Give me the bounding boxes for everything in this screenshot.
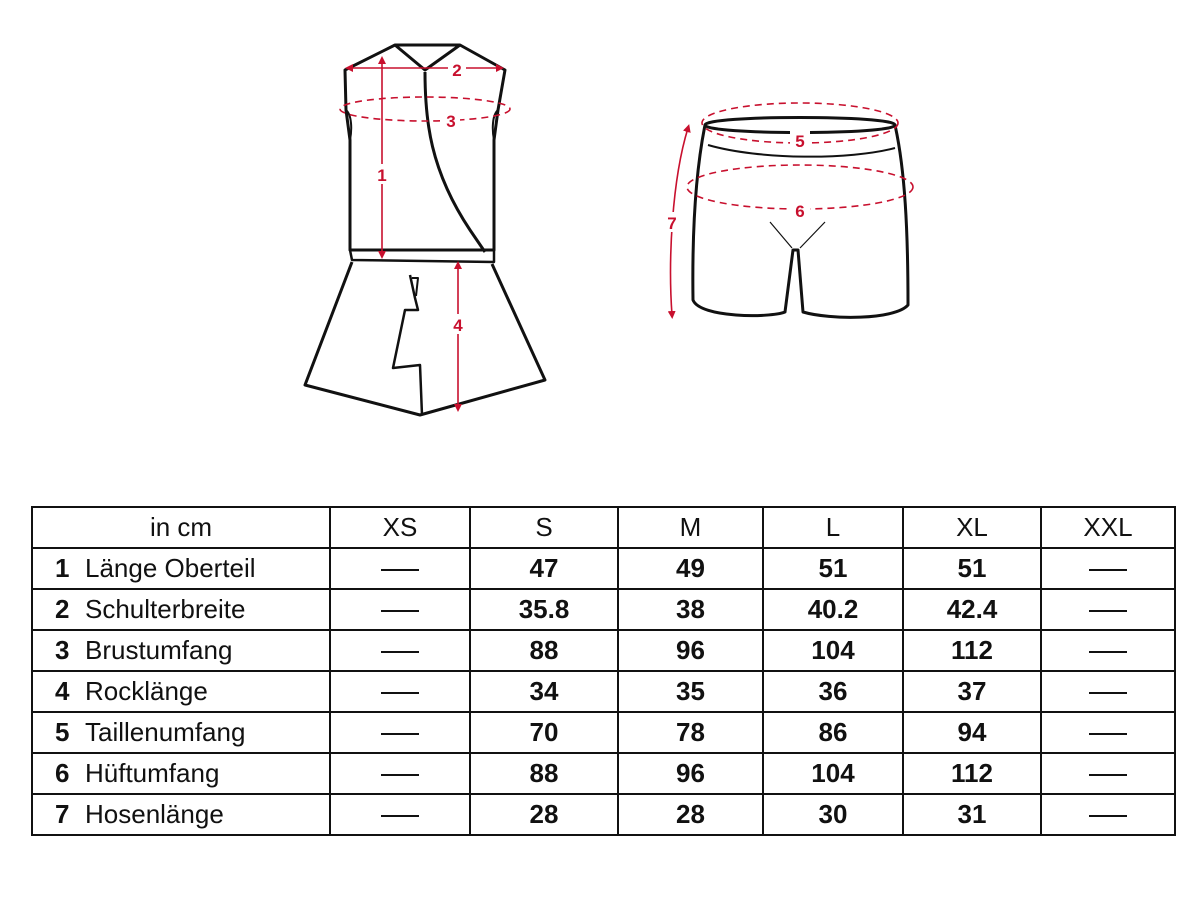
size-value-cell: 28 bbox=[470, 794, 618, 835]
size-value-cell: 88 bbox=[470, 630, 618, 671]
row-label-cell bbox=[32, 753, 330, 794]
size-value-cell: 30 bbox=[763, 794, 903, 835]
size-value-cell: 78 bbox=[618, 712, 763, 753]
table-row bbox=[32, 548, 1175, 589]
row-number: 6 bbox=[55, 758, 70, 788]
header-row bbox=[32, 507, 1175, 548]
size-value-cell: 35.8 bbox=[470, 589, 618, 630]
size-value-cell: 31 bbox=[903, 794, 1041, 835]
row-measurement-name: Brustumfang bbox=[85, 635, 233, 665]
row-measurement-name: Länge Oberteil bbox=[85, 553, 256, 583]
not-available-cell bbox=[1041, 671, 1175, 712]
not-available-cell bbox=[330, 630, 470, 671]
dash-mark bbox=[1089, 774, 1127, 776]
size-value-cell: 104 bbox=[763, 630, 903, 671]
measure-label-5: 5 bbox=[795, 132, 805, 151]
row-label-cell bbox=[32, 548, 330, 589]
size-header-xxl: XXL bbox=[1041, 507, 1175, 548]
size-header-xl: XL bbox=[903, 507, 1041, 548]
table-row bbox=[32, 589, 1175, 630]
dash-mark bbox=[1089, 651, 1127, 653]
size-header-m: M bbox=[618, 507, 763, 548]
row-number: 1 bbox=[55, 553, 70, 583]
not-available-cell bbox=[330, 548, 470, 589]
not-available-cell bbox=[1041, 794, 1175, 835]
row-measurement-name: Hosenlänge bbox=[85, 799, 224, 829]
table-row bbox=[32, 671, 1175, 712]
dash-mark bbox=[381, 733, 419, 735]
size-value-cell: 112 bbox=[903, 630, 1041, 671]
size-header-l: L bbox=[763, 507, 903, 548]
size-value-cell: 37 bbox=[903, 671, 1041, 712]
dash-mark bbox=[1089, 692, 1127, 694]
measure-label-4: 4 bbox=[453, 316, 463, 335]
dash-mark bbox=[381, 815, 419, 817]
dash-mark bbox=[1089, 815, 1127, 817]
size-value-cell: 28 bbox=[618, 794, 763, 835]
size-value-cell: 34 bbox=[470, 671, 618, 712]
table-row bbox=[32, 630, 1175, 671]
dash-mark bbox=[1089, 610, 1127, 612]
not-available-cell bbox=[330, 794, 470, 835]
row-label-cell bbox=[32, 794, 330, 835]
row-number: 2 bbox=[55, 594, 70, 624]
size-value-cell: 96 bbox=[618, 630, 763, 671]
measure-label-6: 6 bbox=[795, 202, 805, 221]
not-available-cell bbox=[330, 671, 470, 712]
size-value-cell: 86 bbox=[763, 712, 903, 753]
size-value-cell: 40.2 bbox=[763, 589, 903, 630]
row-label-cell bbox=[32, 630, 330, 671]
row-label-cell bbox=[32, 589, 330, 630]
dash-mark bbox=[381, 692, 419, 694]
not-available-cell bbox=[1041, 753, 1175, 794]
measure-label-3: 3 bbox=[446, 112, 456, 131]
row-number: 3 bbox=[55, 635, 70, 665]
row-measurement-name: Schulterbreite bbox=[85, 594, 246, 624]
row-measurement-name: Hüftumfang bbox=[85, 758, 220, 788]
dash-mark bbox=[381, 569, 419, 571]
table-row bbox=[32, 794, 1175, 835]
not-available-cell bbox=[1041, 712, 1175, 753]
top-garment-outline bbox=[305, 45, 545, 415]
dash-mark bbox=[381, 610, 419, 612]
garment-diagram bbox=[0, 0, 1200, 440]
size-value-cell: 70 bbox=[470, 712, 618, 753]
table-row bbox=[32, 753, 1175, 794]
size-value-cell: 36 bbox=[763, 671, 903, 712]
size-value-cell: 104 bbox=[763, 753, 903, 794]
size-value-cell: 94 bbox=[903, 712, 1041, 753]
row-number: 5 bbox=[55, 717, 70, 747]
size-value-cell: 42.4 bbox=[903, 589, 1041, 630]
size-value-cell: 112 bbox=[903, 753, 1041, 794]
row-number: 4 bbox=[55, 676, 70, 706]
not-available-cell bbox=[330, 753, 470, 794]
row-measurement-name: Rocklänge bbox=[85, 676, 208, 706]
size-value-cell: 96 bbox=[618, 753, 763, 794]
size-value-cell: 47 bbox=[470, 548, 618, 589]
top-measure-lines bbox=[340, 60, 510, 408]
dash-mark bbox=[1089, 569, 1127, 571]
dash-mark bbox=[381, 651, 419, 653]
not-available-cell bbox=[1041, 548, 1175, 589]
not-available-cell bbox=[1041, 589, 1175, 630]
dash-mark bbox=[1089, 733, 1127, 735]
garment-illustration bbox=[0, 0, 1200, 440]
unit-header: in cm bbox=[32, 507, 330, 548]
size-header-xs: XS bbox=[330, 507, 470, 548]
row-measurement-name: Taillenumfang bbox=[85, 717, 246, 747]
size-chart-table bbox=[31, 506, 1176, 836]
not-available-cell bbox=[330, 589, 470, 630]
dash-mark bbox=[381, 774, 419, 776]
size-value-cell: 49 bbox=[618, 548, 763, 589]
size-value-cell: 38 bbox=[618, 589, 763, 630]
size-header-s: S bbox=[470, 507, 618, 548]
row-label-cell bbox=[32, 712, 330, 753]
measure-label-1: 1 bbox=[377, 166, 387, 185]
not-available-cell bbox=[330, 712, 470, 753]
measure-label-2: 2 bbox=[452, 61, 462, 80]
measure-label-7: 7 bbox=[667, 214, 677, 233]
row-label-cell bbox=[32, 671, 330, 712]
table-body bbox=[32, 548, 1175, 835]
size-value-cell: 51 bbox=[903, 548, 1041, 589]
row-number: 7 bbox=[55, 799, 70, 829]
size-value-cell: 51 bbox=[763, 548, 903, 589]
size-value-cell: 88 bbox=[470, 753, 618, 794]
not-available-cell bbox=[1041, 630, 1175, 671]
table-row bbox=[32, 712, 1175, 753]
size-value-cell: 35 bbox=[618, 671, 763, 712]
